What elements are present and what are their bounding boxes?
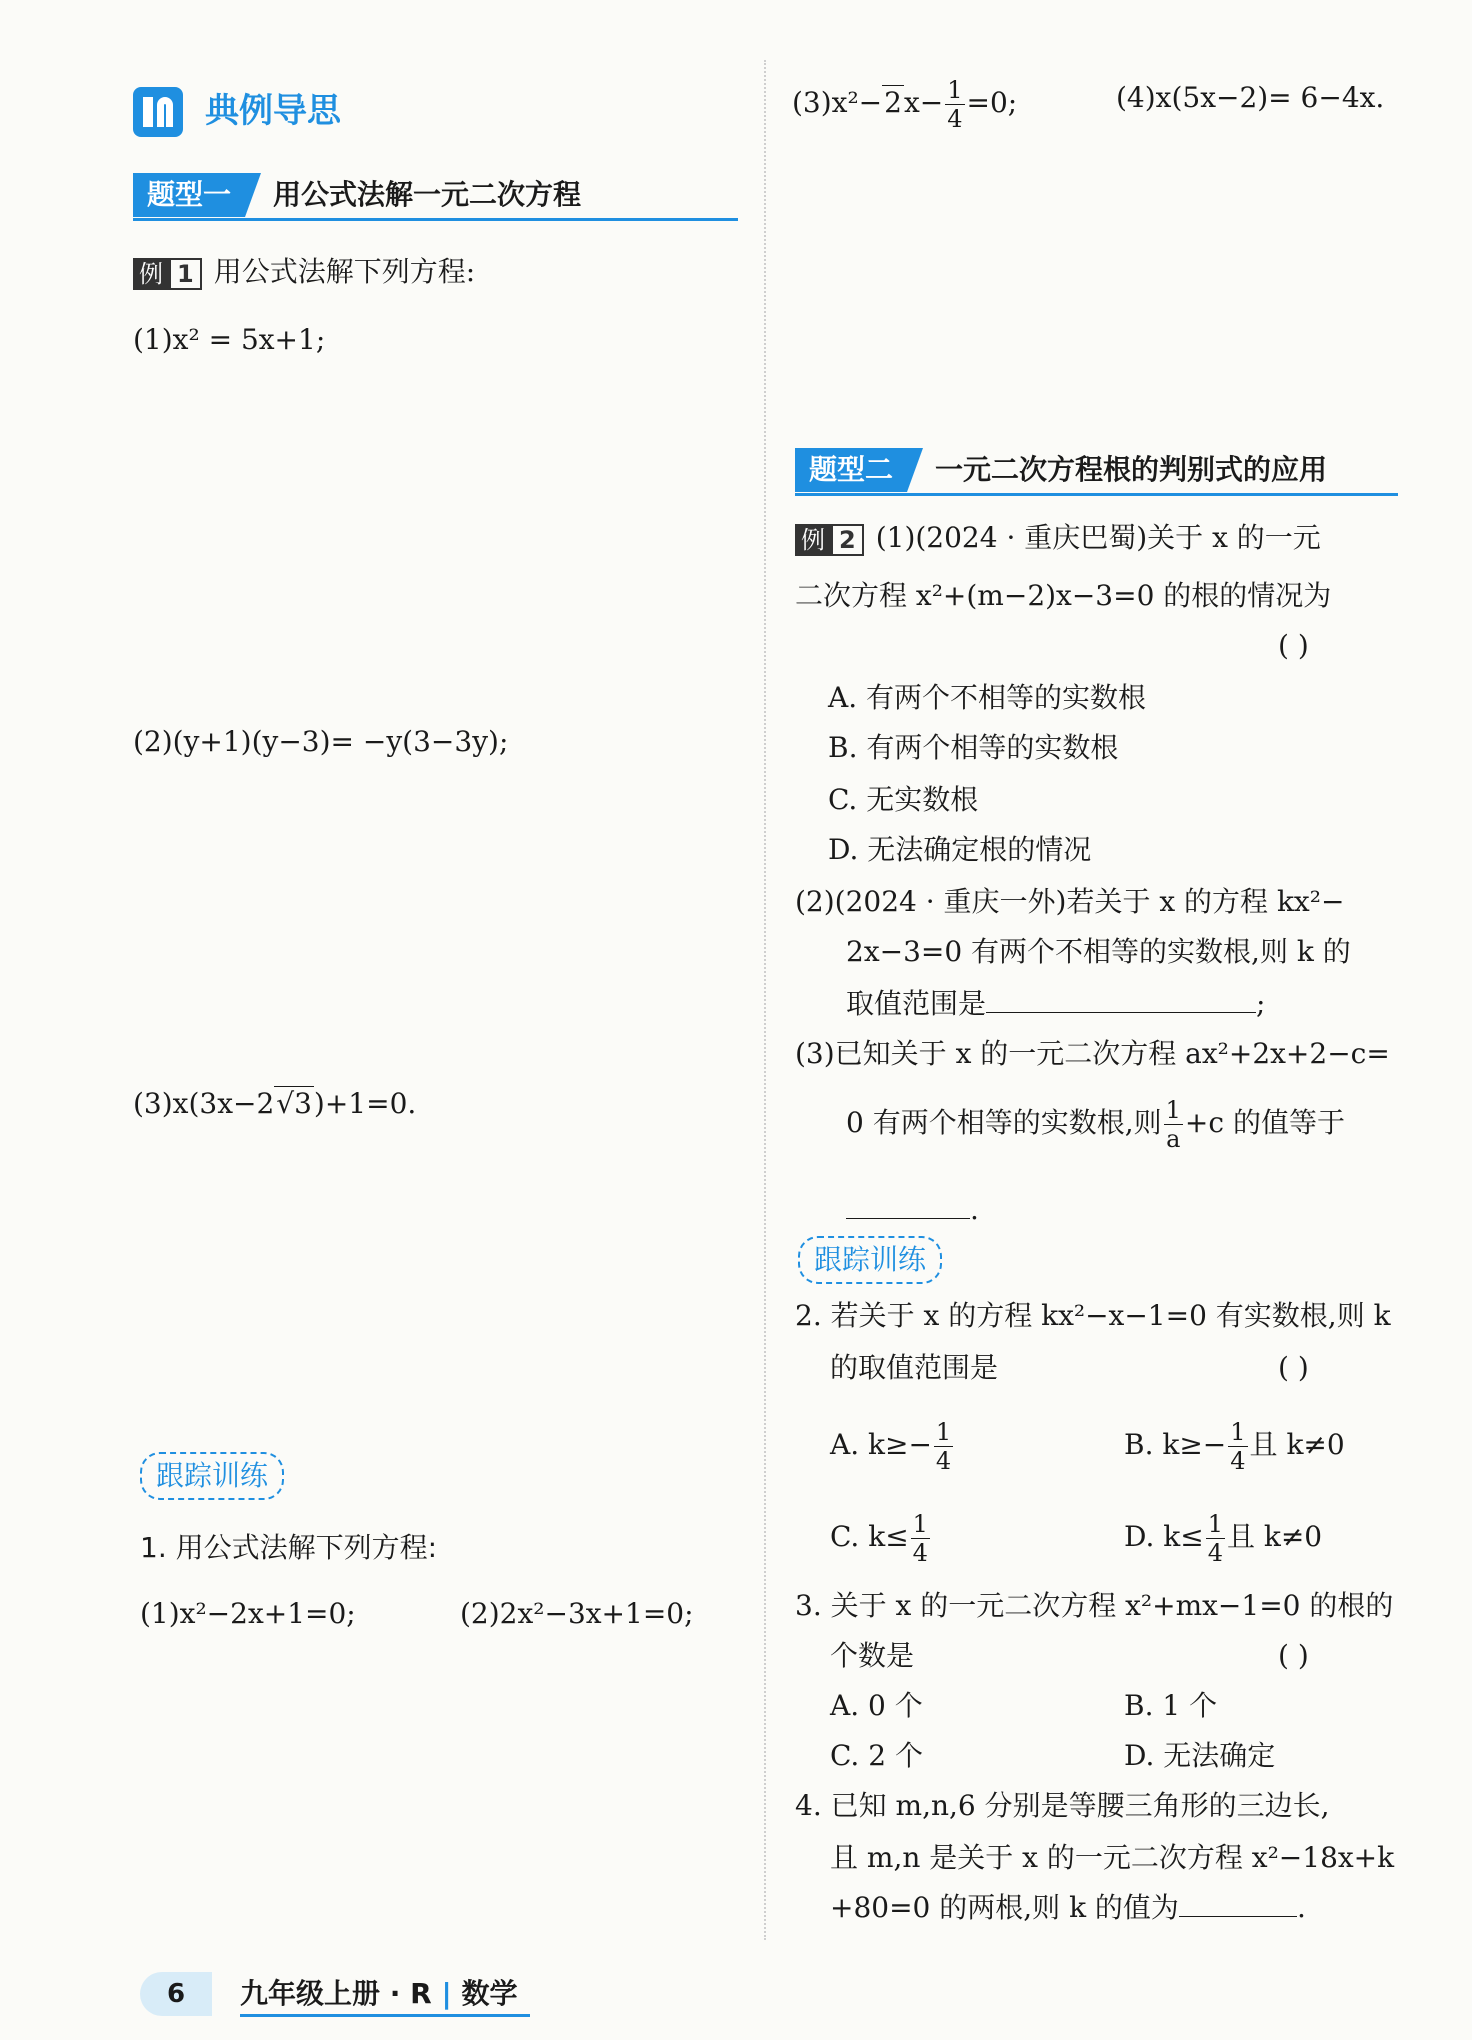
example2-option-b: B. 有两个相等的实数根 <box>828 731 1119 764</box>
example2-option-a: A. 有两个不相等的实数根 <box>828 681 1147 714</box>
answer-blank <box>986 984 1256 1013</box>
track2-q4-line-2: 且 m,n 是关于 x 的一元二次方程 x²−18x+k <box>830 1841 1395 1874</box>
example2-part3-line-2: 0 有两个相等的实数根,则 $\frac{1}{a}$ +c 的值等于 <box>846 1096 1345 1153</box>
track2-q3-option-c: C. 2 个 <box>830 1739 923 1772</box>
track1-q1-item-2: (2)2x²−3x+1=0; <box>460 1597 694 1630</box>
track2-q2-line-1: 2. 若关于 x 的方程 kx²−x−1=0 有实数根,则 k <box>795 1299 1391 1332</box>
example2-part3-line-1: (3)已知关于 x 的一元二次方程 ax²+2x+2−c= <box>795 1037 1390 1070</box>
example2-part3-line-3: . <box>846 1190 979 1230</box>
section-logo-icon <box>133 87 183 137</box>
book-title: 九年级上册 · R | 数学 <box>240 1977 518 2010</box>
type1-header <box>133 173 738 217</box>
track2-q2-paren: ( ) <box>1278 1351 1309 1384</box>
type1-title: 用公式法解一元二次方程 <box>273 178 582 211</box>
example2-part2-line-3: 取值范围是 ; <box>846 984 1265 1024</box>
example2-answer-paren: ( ) <box>1278 629 1309 662</box>
track1-question-1: 1. 用公式法解下列方程: <box>140 1531 438 1564</box>
example1-item-3-right: (3)x²−2x− $\frac{1}{4}$ =0; <box>792 76 1018 133</box>
track-training-1-label: 跟踪训练 <box>140 1452 284 1500</box>
example1-tag: 例 1 <box>133 258 202 290</box>
example2-option-c: C. 无实数根 <box>828 783 979 816</box>
example1-item-1: (1)x² = 5x+1; <box>133 323 326 356</box>
footer-underline <box>240 2014 530 2017</box>
track2-q3-option-d: D. 无法确定 <box>1124 1739 1276 1772</box>
track2-q3-line-1: 3. 关于 x 的一元二次方程 x²+mx−1=0 的根的 <box>795 1589 1394 1622</box>
track1-q1-item-1: (1)x²−2x+1=0; <box>140 1597 356 1630</box>
example2-line-2: 二次方程 x²+(m−2)x−3=0 的根的情况为 <box>795 579 1332 612</box>
track2-q3-paren: ( ) <box>1278 1639 1309 1672</box>
example1-item-4-right: (4)x(5x−2)= 6−4x. <box>1116 81 1385 114</box>
example2-tag: 例 2 <box>795 524 864 556</box>
example2-part2-line-1: (2)(2024 · 重庆一外)若关于 x 的方程 kx²− <box>795 885 1345 918</box>
track2-q4-line-3: +80=0 的两根,则 k 的值为 . <box>830 1888 1306 1928</box>
column-divider <box>764 60 766 1940</box>
example2-option-d: D. 无法确定根的情况 <box>828 833 1092 866</box>
type1-tag: 题型一 <box>133 173 245 217</box>
track2-q3-line-2: 个数是 <box>830 1639 915 1672</box>
answer-blank <box>1179 1888 1297 1917</box>
section-title: 典例导思 <box>205 91 341 131</box>
example1-prompt: 例 1 用公式法解下列方程: <box>133 252 475 292</box>
track2-q2-option-a: A. k≥− $\frac{1}{4}$ <box>830 1418 952 1475</box>
example2-part2-line-2: 2x−3=0 有两个不相等的实数根,则 k 的 <box>846 935 1351 968</box>
page-number: 6 <box>140 1972 212 2016</box>
type2-title: 一元二次方程根的判别式的应用 <box>935 453 1328 486</box>
example2-line-1: 例 2 (1)(2024 · 重庆巴蜀)关于 x 的一元 <box>795 518 1321 558</box>
answer-blank <box>846 1190 970 1219</box>
example1-item-3: (3)x(3x−2√3)+1=0. <box>133 1087 417 1120</box>
track2-q2-option-c: C. k≤ $\frac{1}{4}$ <box>830 1510 928 1567</box>
track2-q2-option-b: B. k≥− $\frac{1}{4}$ 且 k≠0 <box>1124 1418 1345 1475</box>
track-training-2-label: 跟踪训练 <box>798 1236 942 1284</box>
track2-q2-line-2: 的取值范围是 <box>830 1351 999 1384</box>
track2-q4-line-1: 4. 已知 m,n,6 分别是等腰三角形的三边长, <box>795 1789 1330 1822</box>
track2-q3-option-a: A. 0 个 <box>830 1689 923 1722</box>
type2-tag: 题型二 <box>795 448 907 492</box>
example1-item-2: (2)(y+1)(y−3)= −y(3−3y); <box>133 725 509 758</box>
track2-q2-option-d: D. k≤ $\frac{1}{4}$ 且 k≠0 <box>1124 1510 1323 1567</box>
type2-header <box>795 448 1398 492</box>
track2-q3-option-b: B. 1 个 <box>1124 1689 1218 1722</box>
